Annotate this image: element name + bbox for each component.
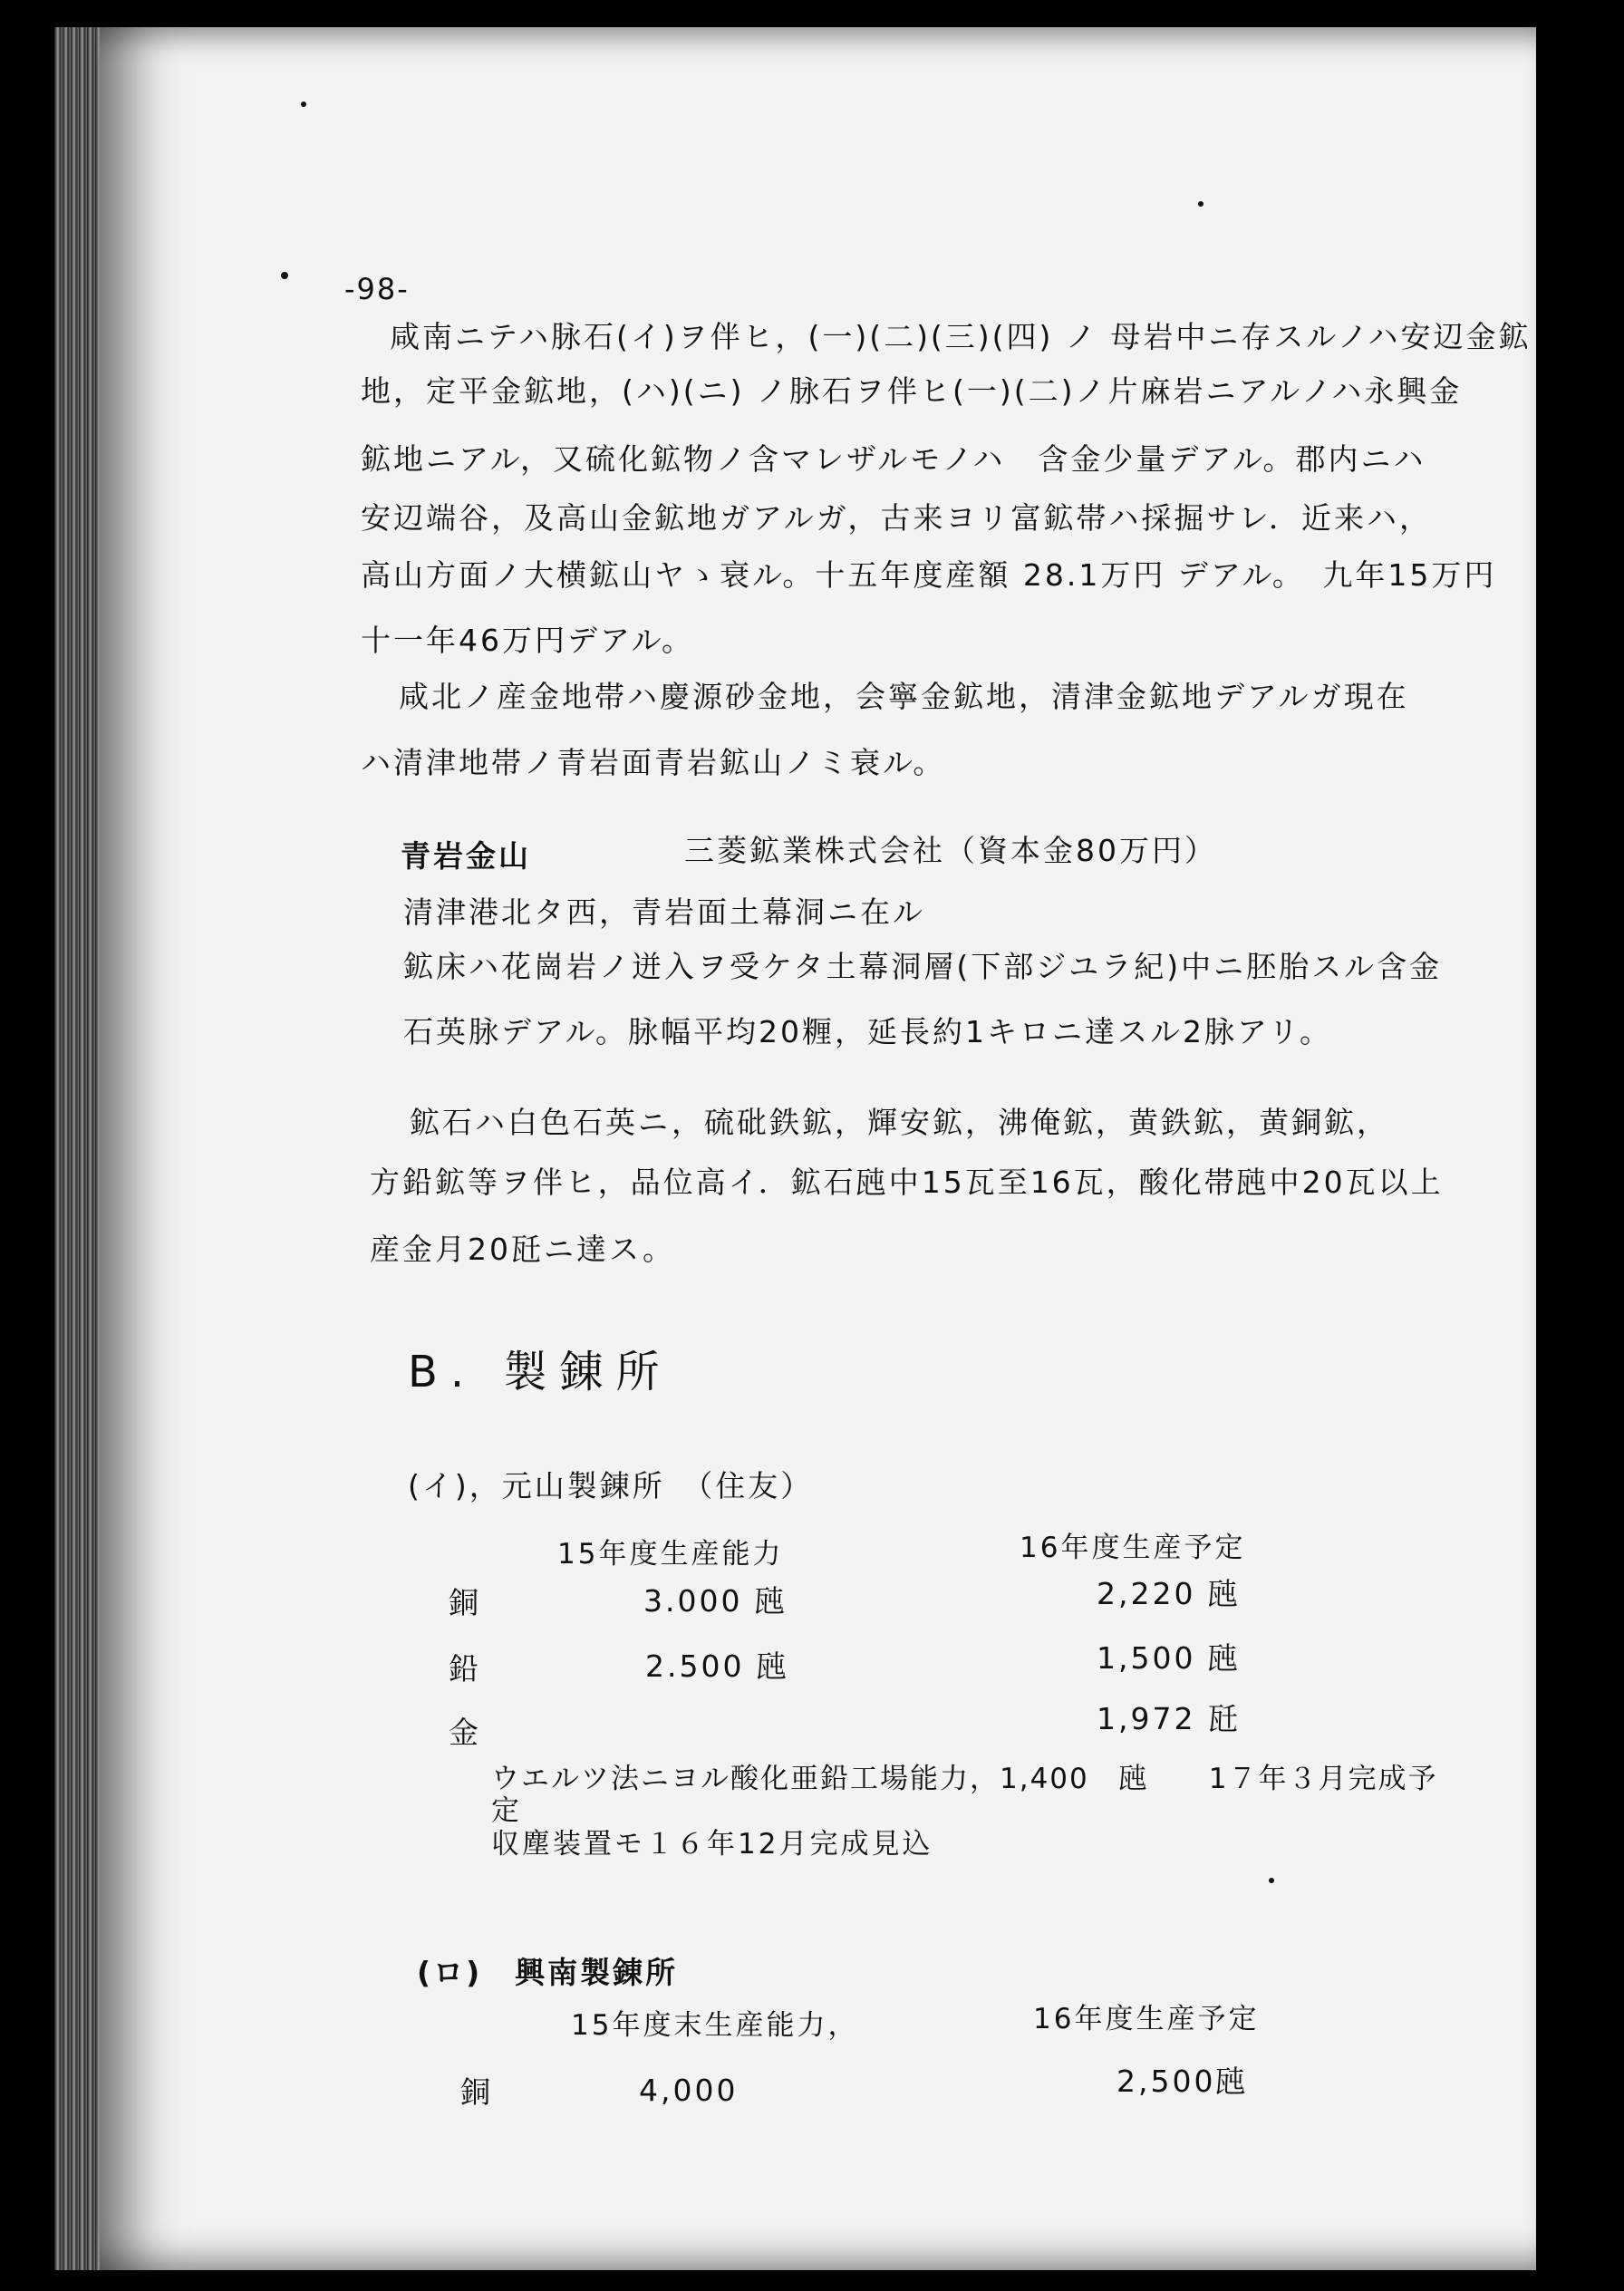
paragraph-1-line-2: 地，定平金鉱地，(ハ)(ニ) ノ脉石ヲ伴ヒ(一)(二)ノ片麻岩ニアルノハ永興金 xyxy=(361,373,1463,409)
paragraph-1-line-5: 高山方面ノ大横鉱山ヤゝ衰ル。十五年度産額 28.1万円 デアル。 九年15万円 xyxy=(361,557,1497,593)
smelter-1-note-line-1b: 定 xyxy=(491,1794,522,1827)
smelter-1-row-capacity: 2.500 瓲 xyxy=(645,1648,789,1684)
smelter-1-col1-header: 15年度生産能力 xyxy=(557,1538,784,1571)
paragraph-1-line-1: 咸南ニテハ脉石(イ)ヲ伴ヒ，(一)(二)(三)(四) ノ 母岩中ニ存スルノハ安辺金鉱 xyxy=(390,319,1532,354)
page-number: -98- xyxy=(344,272,410,306)
paragraph-2-line-2: ハ清津地帯ノ青岩面青岩鉱山ノミ衰ル。 xyxy=(361,745,946,780)
smelter-1-col2-header: 16年度生産予定 xyxy=(1020,1532,1246,1564)
paragraph-1-line-4: 安辺端谷，及高山金鉱地ガアルガ，古来ヨリ富鉱帯ハ採掘サレ．近来ハ， xyxy=(361,500,1433,536)
smelter-1-row-planned: 1,972 瓩 xyxy=(1097,1701,1241,1736)
smelter-1-row-item: 銅 xyxy=(449,1585,481,1620)
smelter-2-row-item: 銅 xyxy=(460,2074,493,2110)
paragraph-3-line-1: 鉱石ハ白色石英ニ，硫砒鉄鉱，輝安鉱，沸俺鉱，黄鉄鉱，黄銅鉱， xyxy=(410,1105,1389,1140)
scan-speck xyxy=(301,102,306,107)
smelter-1-row-item: 鉛 xyxy=(449,1651,481,1687)
smelter-1-row-planned: 2,220 瓲 xyxy=(1097,1576,1241,1611)
smelter-1-row-item: 金 xyxy=(449,1715,481,1750)
scan-speck xyxy=(1198,201,1204,207)
smelter-1-note-line-1: ウエルツ法ニヨル酸化亜鉛工場能力，1,400 瓲 1７年３月完成予 xyxy=(491,1763,1438,1795)
paragraph-1-line-3: 鉱地ニアル，又硫化鉱物ノ含マレザルモノハ 含金少量デアル。郡内ニハ xyxy=(361,441,1426,477)
paragraph-2-line-1: 咸北ノ産金地帯ハ慶源砂金地，会寧金鉱地，清津金鉱地デアルガ現在 xyxy=(399,679,1409,714)
mine-company: 三菱鉱業株式会社（資本金80万円） xyxy=(684,833,1217,868)
smelter-2-row-planned: 2,500瓲 xyxy=(1116,2064,1249,2099)
smelter-2-row-capacity: 4,000 xyxy=(639,2073,739,2108)
smelter-2-col1-header: 15年度末生産能力， xyxy=(571,2009,859,2042)
smelter-2-col2-header: 16年度生産予定 xyxy=(1033,2003,1260,2035)
smelter-1-note-line-2: 収塵装置モ１６年12月完成見込 xyxy=(491,1828,933,1861)
mine-name: 青岩金山 xyxy=(401,838,531,874)
smelter-1-row-capacity: 3.000 瓲 xyxy=(643,1583,788,1619)
mine-line-3: 石英脉デアル。脉幅平均20糎，延長約1キロニ達スル2脉アリ。 xyxy=(403,1014,1333,1049)
section-heading: B. 製錬所 xyxy=(408,1347,672,1397)
smelter-1-row-planned: 1,500 瓲 xyxy=(1097,1640,1241,1676)
smelter-1-title: (イ)，元山製錬所 （住友） xyxy=(408,1468,814,1503)
smelter-2-title: (ロ) 興南製錬所 xyxy=(417,1955,679,1990)
scan-speck xyxy=(1269,1878,1274,1883)
paragraph-3-line-2: 方鉛鉱等ヲ伴ヒ，品位高イ．鉱石瓲中15瓦至16瓦，酸化帯瓲中20瓦以上 xyxy=(370,1165,1444,1200)
mine-line-2: 鉱床ハ花崗岩ノ迸入ヲ受ケタ土幕洞層(下部ジユラ紀)中ニ胚胎スル含金 xyxy=(403,949,1443,984)
paragraph-1-line-6: 十一年46万円デアル。 xyxy=(361,623,695,658)
mine-line-1: 清津港北タ西，青岩面土幕洞ニ在ル xyxy=(403,894,925,930)
paragraph-3-line-3: 産金月20瓩ニ達ス。 xyxy=(370,1232,675,1267)
scan-speck xyxy=(281,272,288,279)
